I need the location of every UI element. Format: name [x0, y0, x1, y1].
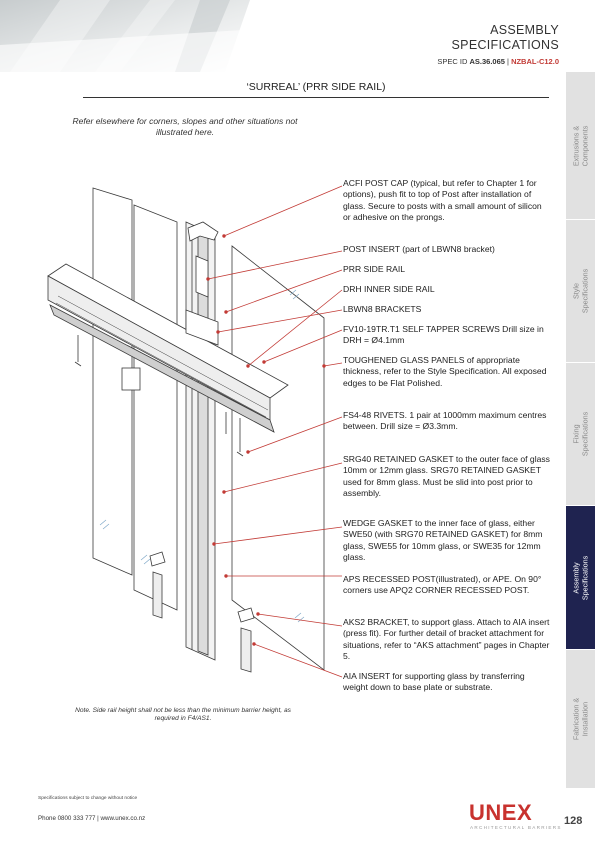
side-rail-note: Note. Side rail height shall not be less than the minimum barrier height, as required in F4/AS1.: [75, 707, 291, 723]
tab-label: Fabrication & Installation: [571, 697, 589, 741]
tab-label: Style Specifications: [571, 268, 589, 314]
spec-id: AS.36.065: [469, 57, 505, 66]
refer-note: Refer elsewhere for corners, slopes and other situations not illustrated here.: [72, 116, 298, 137]
page-number: 128: [564, 815, 583, 827]
tab-extrusions-components[interactable]: [566, 72, 595, 220]
tab-fabrication-installation[interactable]: [566, 650, 595, 788]
unex-logo: UNEX: [469, 800, 533, 825]
callout-wedge-gasket: WEDGE GASKET to the inner face of glass, either SWE50 (with SRG70 RETAINED GASKET) for 8mm glass, SWE55 for 10mm glass, or SWE35 for 12mm glass.: [343, 518, 543, 563]
post-insert: [196, 256, 208, 297]
aia-insert-left: [153, 572, 162, 618]
callout-glass-panels: TOUGHENED GLASS PANELS of appropriate thickness, refer to the Style Specification. All exposed edges to be Flat Polished.: [343, 355, 547, 388]
callout-post-insert: POST INSERT (part of LBWN8 bracket): [343, 244, 495, 254]
chapter-sidebar: [566, 72, 595, 788]
spec-code: NZBAL-C12.0: [511, 57, 559, 66]
left-glass-panel-front: [134, 205, 177, 610]
callout-recessed-post: APS RECESSED POST(illustrated), or APE. On 90° corners use APQ2 CORNER RECESSED POST.: [343, 574, 542, 596]
tab-label: Extrusions & Components: [571, 125, 589, 166]
aks2-bracket-right: [238, 608, 254, 622]
footer-contact: Phone 0800 333 777 | www.unex.co.nz: [38, 815, 146, 822]
callout-retained-gasket: SRG40 RETAINED GASKET to the outer face of glass 10mm or 12mm glass. SRG70 RETAINED GASKET used for 8mm glass. Must be slid into post prior to assembly.: [343, 454, 550, 499]
spec-prefix: SPEC ID: [437, 57, 468, 66]
callout-post-cap: ACFI POST CAP (typical, but refer to Chapter 1 for options), push fit to top of Post after installation of glass. Secure to posts with a small amount of silicon or adhesive on the prongs.: [343, 178, 542, 223]
tab-assembly-specifications[interactable]: [566, 506, 595, 650]
callout-brackets: LBWN8 BRACKETS: [343, 304, 422, 314]
section-title: ‘SURREAL’ (PRR SIDE RAIL): [246, 81, 386, 93]
tab-fixing-specifications[interactable]: [566, 363, 595, 506]
callout-aks2-bracket: AKS2 BRACKET, to support glass. Attach to AIA insert (press fit). For further detail of bracket attachment for situations, refer to “AKS attachment” pages in Chapter 5.: [343, 617, 550, 662]
callout-screws: FV10-19TR.T1 SELF TAPPER SCREWS Drill size in DRH = Ø4.1mm: [343, 324, 544, 346]
callout-inner-side-rail: DRH INNER SIDE RAIL: [343, 284, 435, 294]
heading-line-1: ASSEMBLY: [490, 23, 559, 37]
tab-label: Assembly Specifications: [571, 555, 589, 600]
tab-label: Fixing Specifications: [571, 411, 589, 457]
aia-insert-right: [241, 628, 251, 672]
heading-line-2: SPECIFICATIONS: [451, 38, 559, 52]
spec-separator: |: [507, 57, 509, 66]
callout-aia-insert: AIA INSERT for supporting glass by transferring weight down to base plate or substrate.: [343, 671, 525, 693]
callout-side-rail: PRR SIDE RAIL: [343, 264, 406, 274]
footer-change-note: Specifications subject to change without notice: [38, 796, 138, 801]
logo-tagline: ARCHITECTURAL BARRIERS: [470, 825, 562, 830]
callout-rivets: FS4-48 RIVETS. 1 pair at 1000mm maximum centres between. Drill size = Ø3.3mm.: [343, 410, 547, 432]
right-glass-panel: [232, 246, 324, 670]
tab-style-specifications[interactable]: [566, 220, 595, 363]
